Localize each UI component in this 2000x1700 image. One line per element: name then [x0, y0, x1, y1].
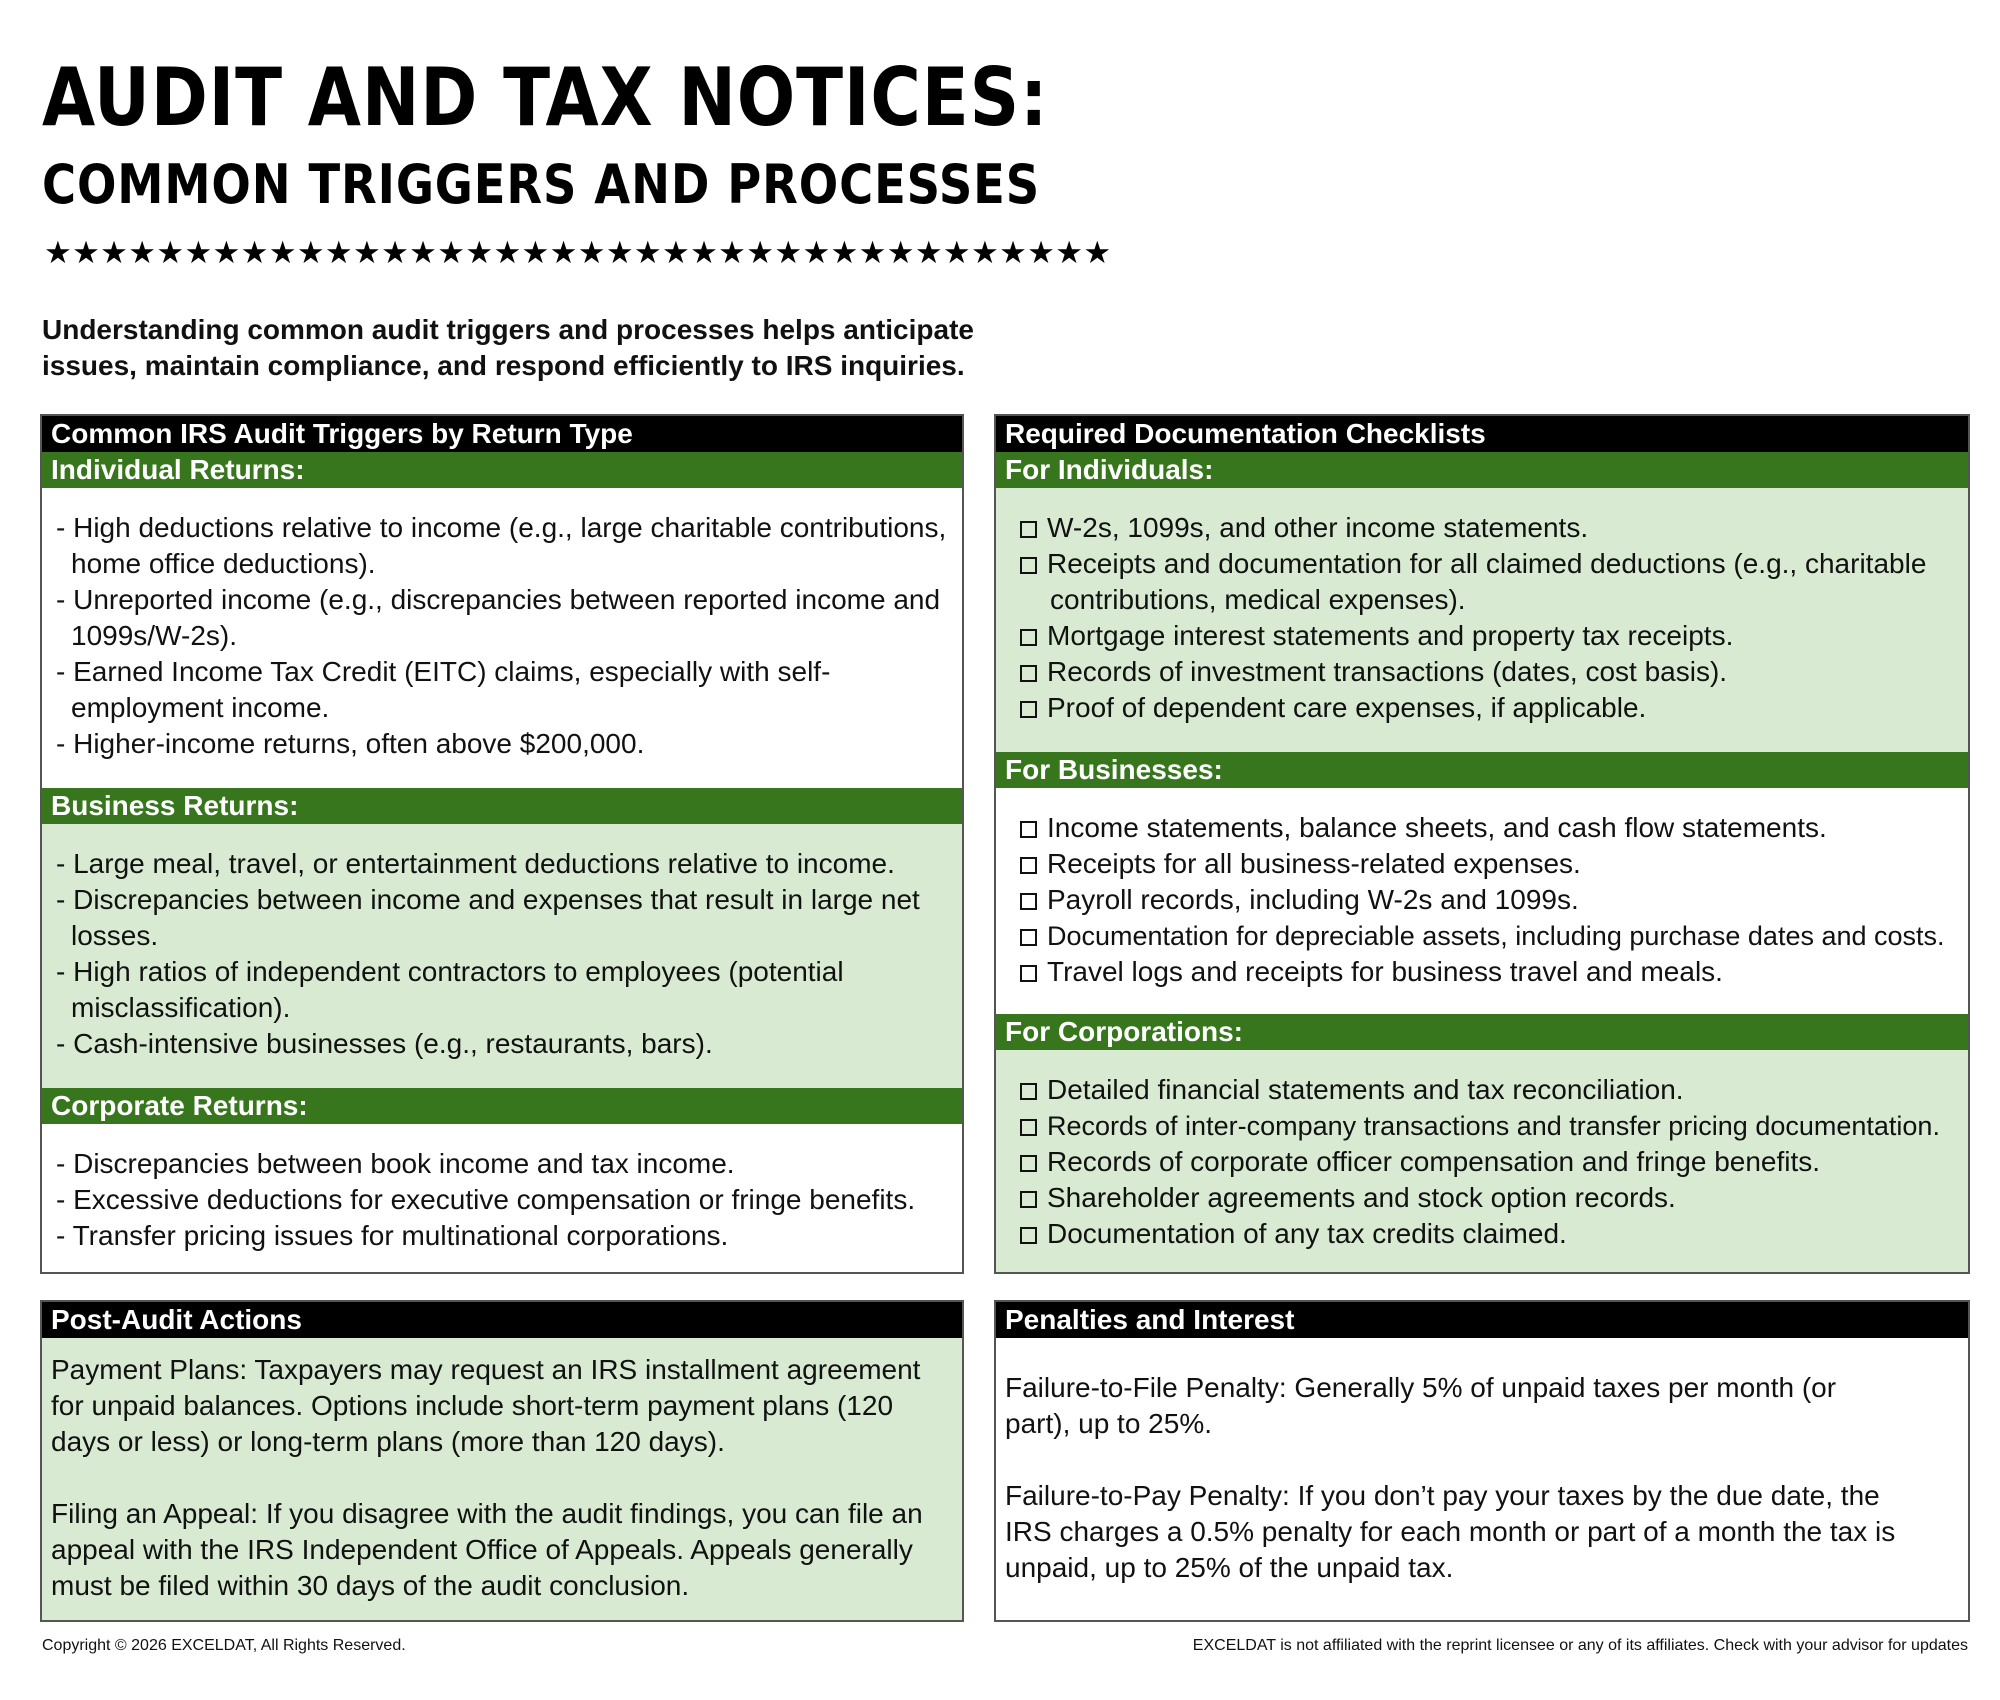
for-businesses-heading: For Businesses:	[996, 752, 1968, 788]
list-item: - Higher-income returns, often above $200,000.	[56, 726, 954, 762]
checklist-item	[1020, 918, 1962, 954]
checklist-item-label: Documentation for depreciable assets, including purchase dates and costs.	[1047, 921, 1945, 951]
checkbox-icon	[1020, 857, 1037, 874]
list-item: - Cash-intensive businesses (e.g., restaurants, bars).	[56, 1026, 954, 1062]
checklist-item-label: Records of corporate officer compensation and fringe benefits.	[1047, 1146, 1821, 1177]
checkbox-icon	[1020, 821, 1037, 838]
page-title: AUDIT AND TAX NOTICES:	[42, 51, 1049, 144]
for-individuals-checklist	[996, 488, 1968, 748]
star-divider: ★★★★★★★★★★★★★★★★★★★★★★★★★★★★★★★★★★★★★★	[44, 235, 1112, 271]
checklist-item-label: Income statements, balance sheets, and cash flow statements.	[1047, 812, 1827, 843]
business-returns-body	[42, 824, 962, 1088]
checklist-item	[1020, 1144, 1962, 1180]
disclaimer-text: EXCELDAT is not affiliated with the reprint licensee or any of its affiliates. Check with your advisor for updates	[1192, 1637, 1968, 1654]
for-individuals-body	[996, 488, 1968, 752]
checklist-item	[1020, 654, 1962, 690]
checklist-item	[1020, 954, 1962, 990]
for-corporations-checklist	[996, 1050, 1968, 1274]
checklist-item	[1020, 1072, 1962, 1108]
penalties-panel	[994, 1300, 1970, 1622]
checkbox-icon	[1020, 521, 1037, 538]
checklist-item-label: Documentation of any tax credits claimed.	[1047, 1218, 1567, 1249]
individual-returns-heading: Individual Returns:	[42, 452, 962, 488]
checklist-item-label: Mortgage interest statements and property tax receipts.	[1047, 620, 1734, 651]
checkbox-icon	[1020, 929, 1037, 946]
checklist-item	[1020, 1108, 1962, 1144]
business-returns-heading: Business Returns:	[42, 788, 962, 824]
individual-returns-list	[42, 488, 962, 784]
checklist-item-label: Receipts for all business-related expenses.	[1047, 848, 1581, 879]
checkbox-icon	[1020, 665, 1037, 682]
checkbox-icon	[1020, 893, 1037, 910]
checkbox-icon	[1020, 965, 1037, 982]
individual-returns-body	[42, 488, 962, 788]
checklist-item-label: Proof of dependent care expenses, if applicable.	[1047, 692, 1647, 723]
checklist-item	[1020, 846, 1962, 882]
checklist-item	[1020, 546, 1962, 618]
checklist-item	[1020, 618, 1962, 654]
checklist-item-label: Records of investment transactions (dates, cost basis).	[1047, 656, 1728, 687]
checkbox-icon	[1020, 1191, 1037, 1208]
list-item: - Excessive deductions for executive compensation or fringe benefits.	[56, 1182, 954, 1218]
post-audit-panel	[40, 1300, 964, 1622]
checkbox-icon	[1020, 629, 1037, 646]
checkbox-icon	[1020, 1119, 1037, 1136]
checklist-item	[1020, 810, 1962, 846]
checklist-item-label: Detailed financial statements and tax reconciliation.	[1047, 1074, 1684, 1105]
copyright-text: Copyright © 2026 EXCELDAT, All Rights Reserved.	[42, 1637, 406, 1654]
checkbox-icon	[1020, 701, 1037, 718]
list-item: - Transfer pricing issues for multinational corporations.	[56, 1218, 954, 1254]
checklist-item-label: W-2s, 1099s, and other income statements.	[1047, 512, 1589, 543]
checklist-item	[1020, 882, 1962, 918]
checklist-item	[1020, 1216, 1962, 1252]
payment-plans-text: Payment Plans: Taxpayers may request an IRS installment agreement for unpaid balances. Options include short-term payment plans (120 days or less) or long-term plans (more than 120 days).	[51, 1354, 921, 1457]
list-item: - Earned Income Tax Credit (EITC) claims, especially with self-employment income.	[56, 654, 954, 726]
failure-to-pay-text: Failure-to-Pay Penalty: If you don’t pay your taxes by the due date, the IRS charges a 0.5% penalty for each month or part of a month the tax is unpaid, up to 25% of the unpaid tax.	[1005, 1480, 1896, 1583]
audit-triggers-title: Common IRS Audit Triggers by Return Type	[42, 416, 962, 452]
checkbox-icon	[1020, 1227, 1037, 1244]
intro-text: Understanding common audit triggers and processes helps anticipate issues, maintain compliance, and respond efficiently to IRS inquiries.	[42, 314, 974, 381]
checklist-item	[1020, 690, 1962, 726]
checklist-item-label: Travel logs and receipts for business travel and meals.	[1047, 956, 1723, 987]
penalties-body	[996, 1338, 1968, 1586]
failure-to-file-text: Failure-to-File Penalty: Generally 5% of unpaid taxes per month (or part), up to 25%.	[1005, 1372, 1837, 1439]
post-audit-title: Post-Audit Actions	[42, 1302, 962, 1338]
page-subtitle: COMMON TRIGGERS AND PROCESSES	[42, 153, 1041, 216]
documentation-panel	[994, 414, 1970, 1274]
post-audit-body	[42, 1338, 962, 1604]
checkbox-icon	[1020, 1083, 1037, 1100]
checklist-item	[1020, 510, 1962, 546]
filing-appeal-text: Filing an Appeal: If you disagree with the audit findings, you can file an appeal with the IRS Independent Office of Appeals. Appeals generally must be filed within 30 days of the audit conclusion.	[51, 1498, 923, 1601]
for-individuals-heading: For Individuals:	[996, 452, 1968, 488]
checklist-item-label: Records of inter-company transactions and transfer pricing documentation.	[1047, 1111, 1940, 1141]
corporate-returns-body	[42, 1124, 962, 1274]
list-item: - High deductions relative to income (e.g., large charitable contributions, home office deductions).	[56, 510, 954, 582]
list-item: - High ratios of independent contractors to employees (potential misclassification).	[56, 954, 954, 1026]
for-businesses-checklist	[996, 788, 1968, 1012]
checklist-item	[1020, 1180, 1962, 1216]
penalties-title: Penalties and Interest	[996, 1302, 1968, 1338]
for-businesses-body	[996, 788, 1968, 1014]
corporate-returns-list	[42, 1124, 962, 1274]
business-returns-list	[42, 824, 962, 1084]
corporate-returns-heading: Corporate Returns:	[42, 1088, 962, 1124]
checklist-item-label: Payroll records, including W-2s and 1099s.	[1047, 884, 1579, 915]
checklist-item-label: Receipts and documentation for all claimed deductions (e.g., charitable contributions, medical expenses).	[1047, 548, 1927, 615]
for-corporations-heading: For Corporations:	[996, 1014, 1968, 1050]
checkbox-icon	[1020, 1155, 1037, 1172]
checkbox-icon	[1020, 557, 1037, 574]
list-item: - Unreported income (e.g., discrepancies between reported income and 1099s/W-2s).	[56, 582, 954, 654]
list-item: - Discrepancies between book income and tax income.	[56, 1146, 954, 1182]
documentation-title: Required Documentation Checklists	[996, 416, 1968, 452]
audit-triggers-panel	[40, 414, 964, 1274]
list-item: - Discrepancies between income and expenses that result in large net losses.	[56, 882, 954, 954]
checklist-item-label: Shareholder agreements and stock option records.	[1047, 1182, 1676, 1213]
list-item: - Large meal, travel, or entertainment deductions relative to income.	[56, 846, 954, 882]
for-corporations-body	[996, 1050, 1968, 1274]
